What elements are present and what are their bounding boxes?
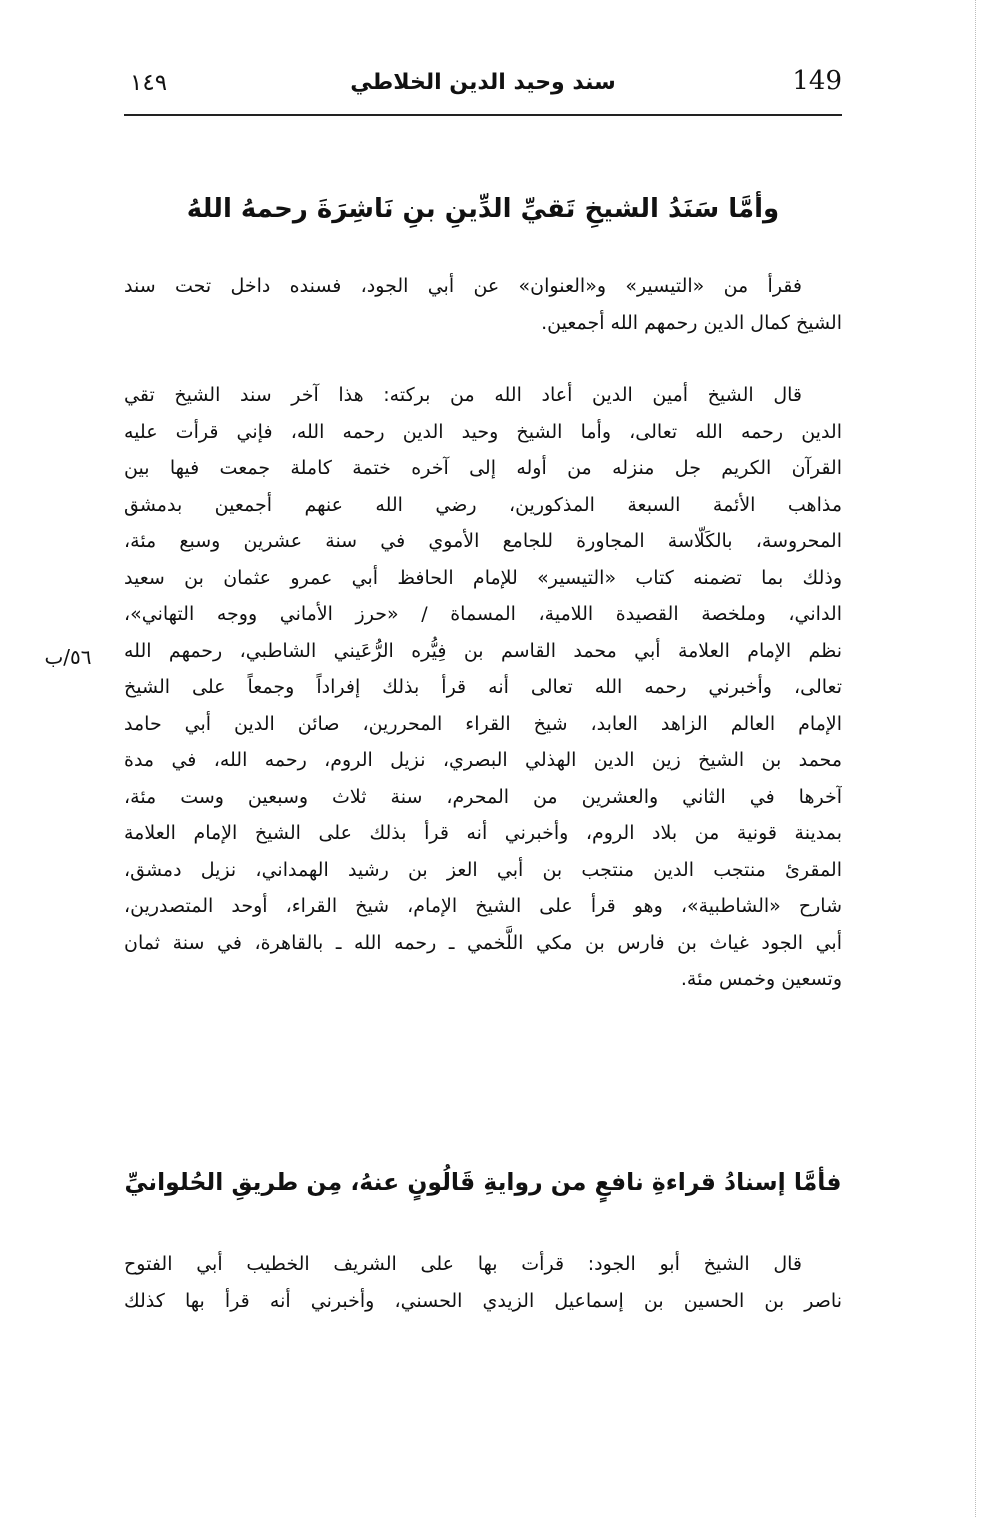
text-line: مذاهب الأئمة السبعة المذكورين، رضي الله عنهم أجمعين بدمشق: [124, 493, 842, 516]
text-line: الإمام العالم الزاهد العابد، شيخ القراء المحررين، صائن الدين أبي حامد: [124, 712, 842, 735]
text-line: تعالى، وأخبرني رحمه الله تعالى أنه قرأ بذلك إفراداً وجمعاً على الشيخ: [124, 676, 842, 698]
running-title: سند وحيد الدين الخلاطي: [350, 70, 616, 95]
text-line: المحروسة، بالكَلّاسة المجاورة للجامع الأموي في سنة عشرين وسبع مئة،: [124, 530, 842, 552]
text-line: نظم الإمام العلامة أبي محمد القاسم بن فِيُّره الرُّعَيني الشاطبي، رحمهم الله: [124, 639, 842, 662]
paragraph-2: [124, 377, 842, 998]
text-line: وذلك بما تضمنه كتاب «التيسير» للإمام الحافظ أبي عمرو عثمان بن سعيد: [124, 566, 842, 589]
page-header: [124, 58, 842, 116]
text-line: ناصر بن الحسين بن إسماعيل الزيدي الحسني، وأخبرني أنه قرأ بها كذلك: [124, 1289, 842, 1312]
text-line: بمدينة قونية من بلاد الروم، وأخبرني أنه قرأ بذلك على الشيخ الإمام العلامة: [124, 822, 842, 844]
text-line: آخرها في الثاني والعشرين من المحرم، سنة ثلاث وسبعين وست مئة،: [124, 785, 842, 808]
section-heading-qalun: فأمَّا إسنادُ قراءةِ نافعٍ من روايةِ قَالُونٍ عنهُ، مِن طريقِ الحُلوانيِّ: [124, 1168, 842, 1196]
text-line: شارح «الشاطبية»، وهو قرأ على الشيخ الإمام، شيخ القراء، أوحد المتصدرين،: [124, 895, 842, 917]
text-line: القرآن الكريم جل منزله من أوله إلى آخره ختمة كاملة جمعت فيها بين: [124, 457, 842, 479]
text-line: الداني، وملخصة القصيدة اللامية، المسماة / «حرز الأماني ووجه التهاني»،: [124, 603, 842, 625]
text-line: أبي الجود غياث بن فارس بن مكي اللَّخمي ـ رحمه الله ـ بالقاهرة، في سنة ثمان: [124, 931, 842, 954]
paragraph-1: [124, 268, 842, 341]
text-line: وتسعين وخمس مئة.: [680, 968, 842, 990]
text-line: قال الشيخ أمين الدين أعاد الله من بركته: هذا آخر سند الشيخ تقي: [124, 384, 802, 406]
scan-edge-line: [975, 0, 978, 1517]
manuscript-folio-marker: ٥٦/ب: [44, 645, 92, 669]
text-line: قال الشيخ أبو الجود: قرأت بها على الشريف الخطيب أبي الفتوح: [124, 1253, 802, 1275]
text-line: الشيخ كمال الدين رحمهم الله أجمعين.: [541, 311, 842, 334]
text-line: فقرأ من «التيسير» و«العنوان» عن أبي الجود، فسنده داخل تحت سند: [124, 275, 802, 297]
text-line: الدين رحمه الله تعالى، وأما الشيخ وحيد الدين رحمه الله، فإني قرأت عليه: [124, 420, 842, 443]
text-line: المقرئ منتجب الدين منتجب بن أبي العز بن رشيد الهمداني، نزيل دمشق،: [124, 858, 842, 881]
section-heading-naashira: وأمَّا سَنَدُ الشيخِ تَقيِّ الدِّينِ بنِ نَاشِرَةَ رحمهُ اللهُ: [186, 194, 780, 224]
page-number-arabic: ١٤٩: [130, 70, 168, 96]
paragraph-3: [124, 1246, 842, 1319]
page-number-latin: 149: [792, 66, 842, 96]
text-line: محمد بن الشيخ زين الدين الهذلي البصري، نزيل الروم، رحمه الله، في مدة: [124, 749, 842, 771]
